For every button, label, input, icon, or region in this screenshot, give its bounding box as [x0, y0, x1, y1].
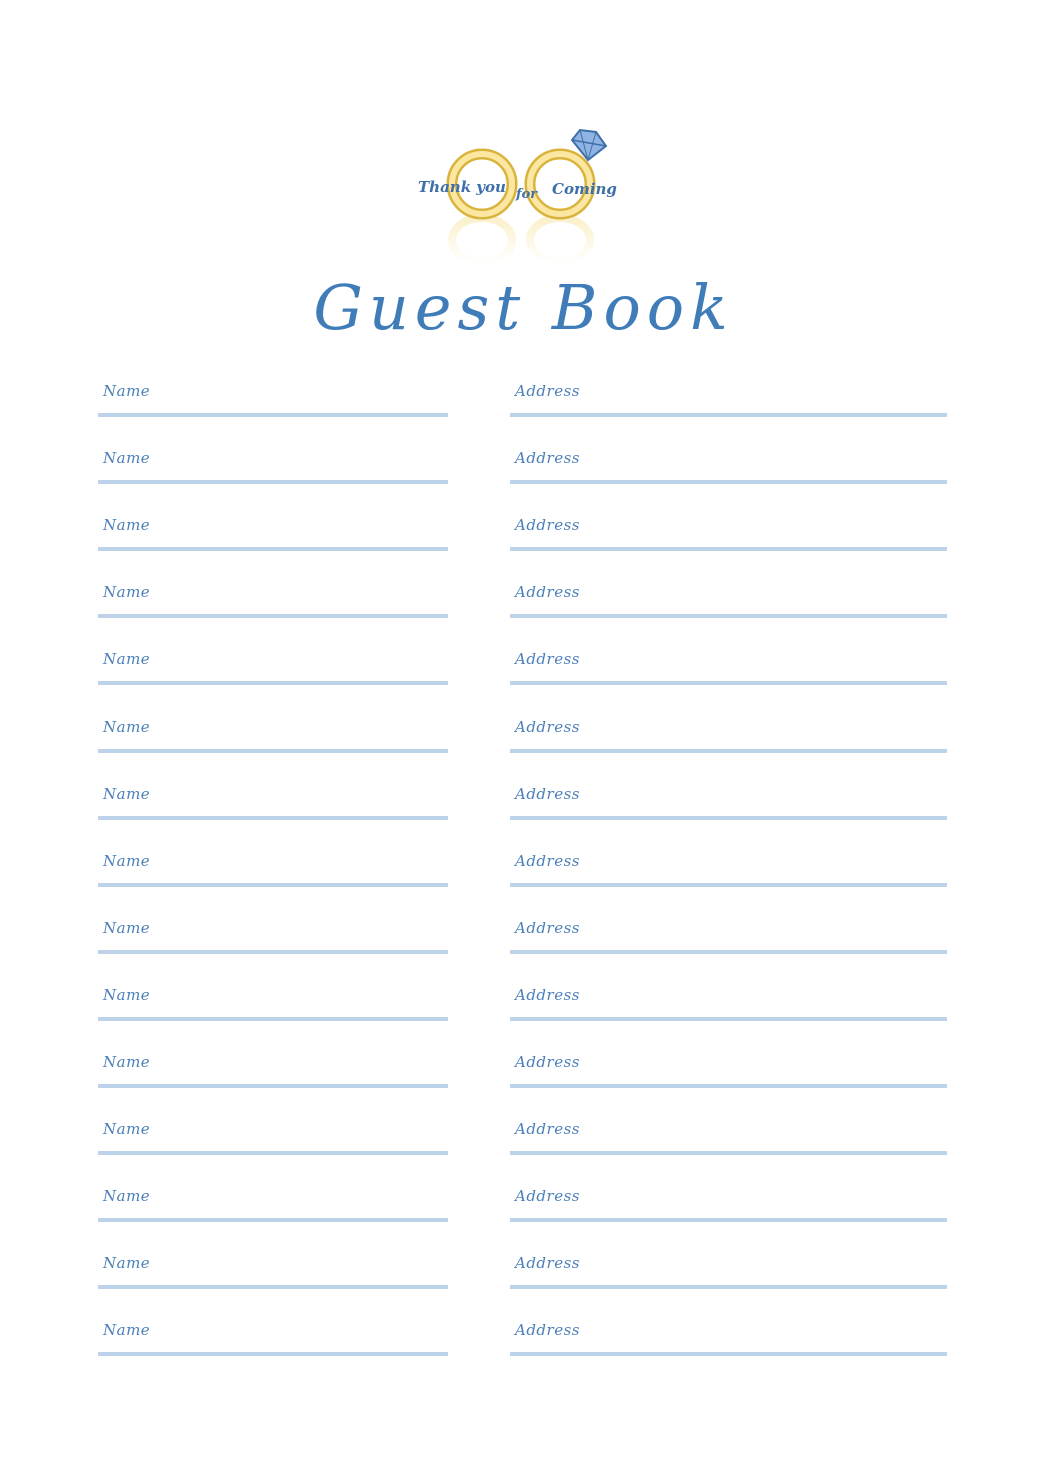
address-field-label: Address — [515, 1254, 580, 1273]
address-writing-line[interactable] — [510, 1285, 947, 1289]
name-field-label: Name — [103, 985, 151, 1004]
address-field-label: Address — [515, 382, 580, 400]
guest-entry-row — [0, 643, 1047, 710]
name-field-label: Name — [103, 1120, 151, 1139]
address-writing-line[interactable] — [510, 480, 947, 484]
logo-text-for: for — [516, 187, 538, 202]
address-field-label: Address — [515, 449, 580, 468]
address-field-label: Address — [515, 1120, 580, 1139]
address-writing-line[interactable] — [510, 1218, 947, 1222]
address-writing-line[interactable] — [510, 547, 947, 551]
logo-text-coming: Coming — [552, 180, 617, 198]
address-writing-line[interactable] — [510, 614, 947, 618]
guest-entry-row — [0, 979, 1047, 1046]
address-writing-line[interactable] — [510, 883, 947, 887]
name-writing-line[interactable] — [98, 681, 448, 685]
guest-entry-row — [0, 375, 1047, 442]
name-field-label: Name — [103, 382, 151, 400]
name-writing-line[interactable] — [98, 749, 448, 753]
name-field-label: Name — [103, 1321, 151, 1340]
guest-entry-row — [0, 1046, 1047, 1113]
address-writing-line[interactable] — [510, 1151, 947, 1155]
address-field-label: Address — [515, 650, 580, 669]
name-writing-line[interactable] — [98, 413, 448, 417]
address-field-label: Address — [515, 851, 580, 870]
name-field-label: Name — [103, 516, 151, 535]
address-writing-line[interactable] — [510, 1017, 947, 1021]
guest-entry-row — [0, 576, 1047, 643]
name-writing-line[interactable] — [98, 1151, 448, 1155]
guest-entry-row — [0, 442, 1047, 509]
name-writing-line[interactable] — [98, 547, 448, 551]
guest-entry-row — [0, 1247, 1047, 1314]
name-writing-line[interactable] — [98, 950, 448, 954]
name-field-label: Name — [103, 449, 151, 468]
address-field-label: Address — [515, 717, 580, 736]
address-field-label: Address — [515, 1053, 580, 1071]
page-title: Guest Book — [313, 271, 734, 344]
address-writing-line[interactable] — [510, 950, 947, 954]
logo-text-thank-you: Thank you — [418, 178, 506, 196]
address-field-label: Address — [515, 784, 580, 803]
name-writing-line[interactable] — [98, 816, 448, 820]
address-field-label: Address — [515, 1187, 580, 1206]
address-field-label: Address — [515, 583, 580, 602]
address-writing-line[interactable] — [510, 1352, 947, 1356]
name-field-label: Name — [103, 717, 151, 736]
name-field-label: Name — [103, 583, 151, 602]
address-field-label: Address — [515, 918, 580, 937]
name-writing-line[interactable] — [98, 1218, 448, 1222]
address-writing-line[interactable] — [510, 413, 947, 417]
guest-entry-row — [0, 1180, 1047, 1247]
address-writing-line[interactable] — [510, 749, 947, 753]
name-field-label: Name — [103, 1053, 151, 1071]
name-writing-line[interactable] — [98, 480, 448, 484]
name-field-label: Name — [103, 918, 151, 937]
address-writing-line[interactable] — [510, 1084, 947, 1088]
guest-entry-row — [0, 912, 1047, 979]
name-writing-line[interactable] — [98, 614, 448, 618]
address-field-label: Address — [515, 985, 580, 1004]
name-writing-line[interactable] — [98, 883, 448, 887]
guest-entry-row — [0, 509, 1047, 576]
name-writing-line[interactable] — [98, 1084, 448, 1088]
guest-entry-row — [0, 711, 1047, 778]
name-field-label: Name — [103, 650, 151, 669]
guest-entry-row — [0, 1113, 1047, 1180]
address-writing-line[interactable] — [510, 681, 947, 685]
guest-entry-row — [0, 778, 1047, 845]
name-writing-line[interactable] — [98, 1017, 448, 1021]
guest-entry-row — [0, 845, 1047, 912]
address-field-label: Address — [515, 1321, 580, 1340]
name-field-label: Name — [103, 851, 151, 870]
name-field-label: Name — [103, 1254, 151, 1273]
guest-entry-row — [0, 1314, 1047, 1381]
name-field-label: Name — [103, 784, 151, 803]
address-writing-line[interactable] — [510, 816, 947, 820]
name-writing-line[interactable] — [98, 1352, 448, 1356]
name-writing-line[interactable] — [98, 1285, 448, 1289]
address-field-label: Address — [515, 516, 580, 535]
name-field-label: Name — [103, 1187, 151, 1206]
